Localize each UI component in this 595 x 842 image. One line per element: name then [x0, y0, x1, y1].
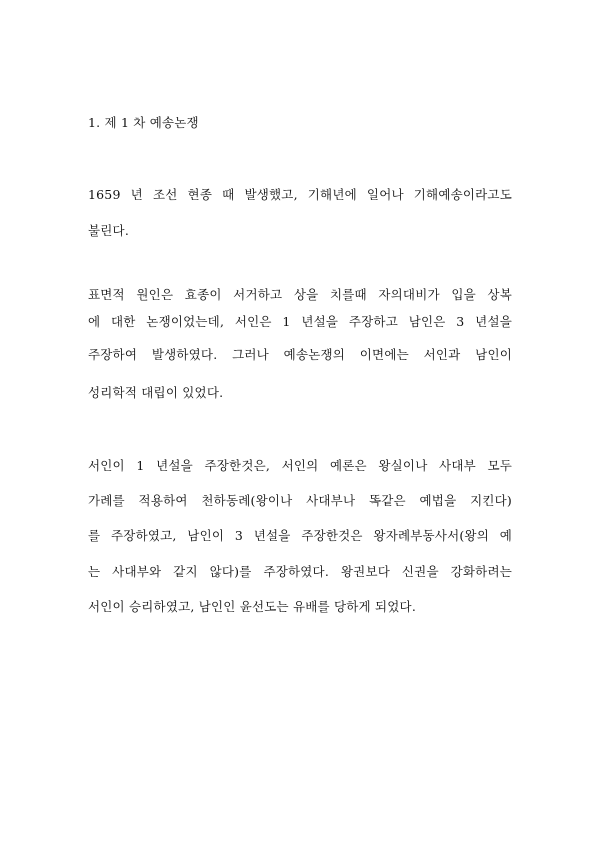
paragraph-2-line-1: 표면적 원인은 효종이 서거하고 상을 치를때 자의대비가 입을 상복: [88, 287, 512, 302]
paragraph-3-line-4: 는 사대부와 같지 않다)를 주장하였다. 왕권보다 신권을 강화하려는: [88, 564, 512, 579]
paragraph-1-line-1: 1659 년 조선 현종 때 발생했고, 기해년에 일어나 기해예송이라고도: [88, 187, 512, 202]
paragraph-1-line-2: 불린다.: [88, 223, 129, 238]
paragraph-2-line-3: 주장하여 발생하였다. 그러나 예송논쟁의 이면에는 서인과 남인이: [88, 347, 512, 362]
paragraph-3-line-2: 가례를 적용하여 천하동례(왕이나 사대부나 똑같은 예법을 지킨다): [88, 493, 512, 508]
paragraph-3-line-5: 서인이 승리하였고, 남인인 윤선도는 유배를 당하게 되었다.: [88, 599, 416, 614]
section-heading: 1. 제 1 차 예송논쟁: [88, 115, 199, 130]
paragraph-2-line-2: 에 대한 논쟁이었는데, 서인은 1 년설을 주장하고 남인은 3 년설을: [88, 314, 512, 329]
paragraph-2-line-4: 성리학적 대립이 있었다.: [88, 385, 224, 400]
paragraph-3-line-3: 를 주장하였고, 남인이 3 년설을 주장한것은 왕자례부동사서(왕의 예: [88, 528, 512, 543]
paragraph-3-line-1: 서인이 1 년설을 주장한것은, 서인의 예론은 왕실이나 사대부 모두: [88, 458, 512, 473]
